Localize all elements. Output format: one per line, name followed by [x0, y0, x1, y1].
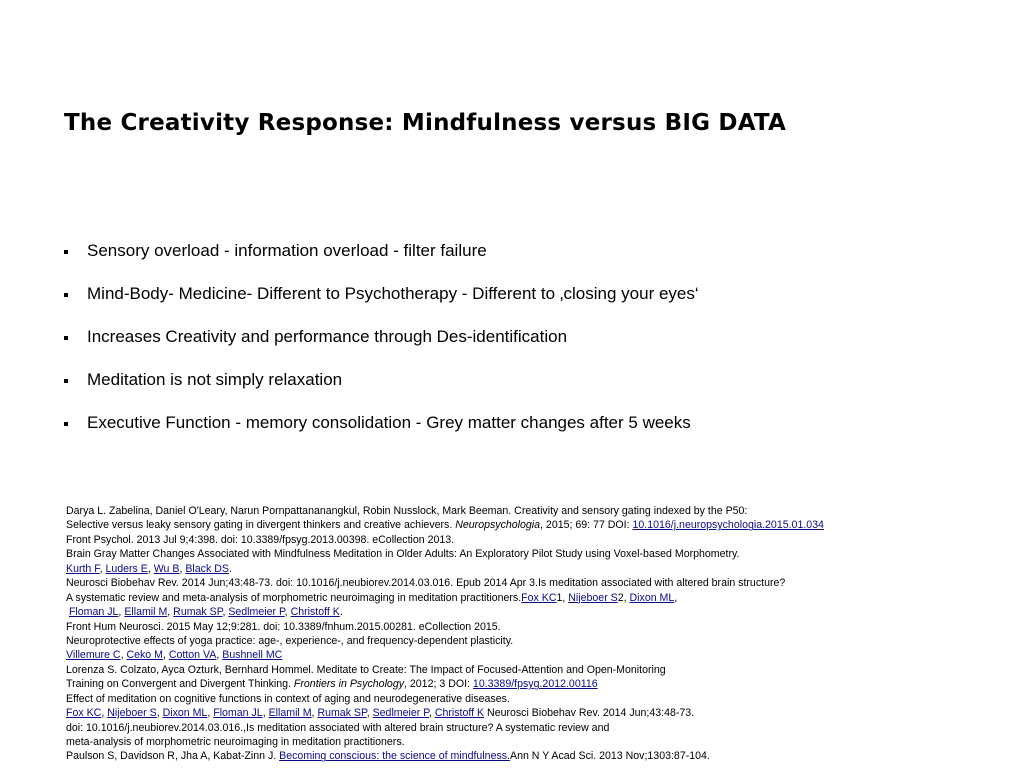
bullet-item — [64, 412, 699, 455]
author-link[interactable]: Sedlmeier P — [372, 707, 429, 720]
bullet-list — [64, 240, 699, 455]
reference-text: 1, — [556, 591, 569, 604]
bullet-item — [64, 283, 699, 326]
reference-text: , 2015; 69: 77 DOI: — [540, 519, 633, 532]
reference-text: Neurosci Biobehav Rev. 2014 Jun;43:48-73. — [484, 707, 695, 720]
reference-line: Neurosci Biobehav Rev. 2014 Jun;43:48-73. doi: 10.1016/j.neubiorev.2014.03.016. Epub 2014 Apr 3.Is meditation associated with altered brain structure? — [66, 577, 786, 590]
author-link[interactable]: Ellamil M — [124, 606, 168, 619]
reference-text: , 2012; 3 DOI: — [404, 678, 473, 691]
author-link[interactable]: Ellamil M — [268, 707, 312, 720]
reference-line — [66, 677, 966, 691]
author-link[interactable]: Nijeboer S — [568, 591, 618, 604]
author-link[interactable]: Villemure C — [66, 649, 121, 662]
author-link[interactable]: Rumak SP — [173, 606, 223, 619]
reference-text: 2, — [617, 591, 630, 604]
reference-text: Paulson S, Davidson R, Jha A, Kabat-Zinn J. — [66, 750, 280, 763]
bullet-text: Mind-Body- Medicine- Different to Psychotherapy - Different to ‚closing your eyes‘ — [87, 284, 699, 303]
author-link[interactable]: Luders E — [105, 562, 148, 575]
bullet-icon — [64, 336, 68, 340]
reference-line: Fox KC, Nijeboer S, Dixon ML, Floman JL, Ellamil M, Rumak SP, Sedlmeier P, Christoff K Neurosci Biobehav Rev. 2014 Jun;43:48-73. — [66, 707, 695, 720]
author-link[interactable]: Kurth F — [66, 562, 100, 575]
reference-line: Front Psychol. 2013 Jul 9;4:398. doi: 10.3389/fpsyg.2013.00398. eCollection 2013. — [66, 533, 455, 546]
bullet-item — [64, 369, 699, 412]
bullet-text: Meditation is not simply relaxation — [87, 370, 343, 389]
bullet-icon — [64, 379, 68, 383]
author-link[interactable]: Black DS — [185, 562, 229, 575]
author-link[interactable]: Fox KC — [66, 707, 102, 720]
reference-line — [66, 518, 966, 532]
author-link[interactable]: Dixon ML — [629, 591, 675, 604]
reference-line: Lorenza S. Colzato, Ayca Ozturk, Bernhard Hommel. Meditate to Create: The Impact of Focused-Attention and Open-Monitoring — [66, 663, 666, 676]
author-link[interactable]: Rumak SP — [317, 707, 367, 720]
bullet-text: Sensory overload - information overload - filter failure — [87, 241, 487, 260]
reference-line: Brain Gray Matter Changes Associated with Mindfulness Meditation in Older Adults: An Exploratory Pilot Study using Voxel-based Morphometry. — [66, 548, 740, 561]
author-link[interactable]: Christoff K — [434, 707, 485, 720]
author-link[interactable]: Bushnell MC — [222, 649, 283, 662]
bullet-text: Executive Function - memory consolidation - Grey matter changes after 5 weeks — [87, 413, 691, 432]
title-link[interactable]: Becoming conscious: the science of mindfulness. — [279, 750, 510, 763]
reference-text: Ann N Y Acad Sci. 2013 Nov;1303:87-104. — [510, 750, 710, 763]
reference-line: meta-analysis of morphometric neuroimaging in meditation practitioners. — [66, 736, 405, 748]
reference-line: Floman JL, Ellamil M, Rumak SP, Sedlmeier P, Christoff K. — [68, 606, 343, 619]
bullet-icon — [64, 250, 68, 254]
journal-name: Frontiers in Psychology — [293, 678, 405, 691]
reference-line: Effect of meditation on cognitive functions in context of aging and neurodegenerative diseases. — [66, 692, 510, 705]
author-link[interactable]: Cotton VA — [168, 649, 217, 662]
reference-line: Front Hum Neurosci. 2015 May 12;9:281. doi: 10.3389/fnhum.2015.00281. eCollection 2015. — [66, 620, 501, 633]
journal-name: Neuropsychologia — [455, 519, 541, 532]
reference-text: Training on Convergent and Divergent Thinking. — [66, 678, 294, 691]
reference-line: Villemure C, Ceko M, Cotton VA, Bushnell MC — [66, 649, 283, 662]
slide-title: The Creativity Response: Mindfulness versus BIG DATA — [64, 110, 787, 136]
bullet-item — [64, 326, 699, 369]
reference-line — [66, 749, 966, 763]
reference-line: doi: 10.1016/j.neubiorev.2014.03.016.,Is meditation associated with altered brain structure? A systematic review and — [66, 721, 610, 734]
author-link[interactable]: Dixon ML — [162, 707, 208, 720]
author-link[interactable]: Wu B — [153, 562, 180, 575]
bullet-item — [64, 240, 699, 283]
author-link[interactable]: Nijeboer S — [107, 707, 157, 720]
reference-line: A systematic review and meta-analysis of morphometric neuroimaging in meditation practitioners.Fox KC1, Nijeboer S2, Dixon ML, — [66, 591, 678, 604]
author-link[interactable]: Floman JL — [213, 707, 263, 720]
reference-line: Darya L. Zabelina, Daniel O'Leary, Narun Pornpattananangkul, Robin Nusslock, Mark Beeman. Creativity and sensory gating indexed by the P50: — [66, 505, 748, 517]
bullet-text: Increases Creativity and performance through Des-identification — [87, 327, 568, 346]
bullet-icon — [64, 422, 68, 426]
references-block — [66, 504, 966, 764]
reference-line: Kurth F, Luders E, Wu B, Black DS. — [66, 562, 232, 575]
author-link[interactable]: Christoff K — [290, 606, 340, 619]
reference-text: Selective versus leaky sensory gating in divergent thinkers and creative achievers. — [66, 519, 456, 532]
author-link[interactable]: Floman JL — [68, 606, 119, 619]
author-link[interactable]: Fox KC — [521, 591, 557, 604]
doi-link[interactable]: 10.1016/j.neuropsychologia.2015.01.034 — [632, 519, 824, 532]
author-link[interactable]: Sedlmeier P — [228, 606, 285, 619]
doi-link[interactable]: 10.3389/fpsyg.2012.00116 — [472, 678, 598, 691]
reference-text: A systematic review and meta-analysis of morphometric neuroimaging in meditation practitioners. — [66, 591, 522, 604]
author-link[interactable]: Ceko M — [126, 649, 163, 662]
reference-line: Neuroprotective effects of yoga practice: age-, experience-, and frequency-dependent plasticity. — [66, 634, 514, 647]
bullet-icon — [64, 293, 68, 297]
